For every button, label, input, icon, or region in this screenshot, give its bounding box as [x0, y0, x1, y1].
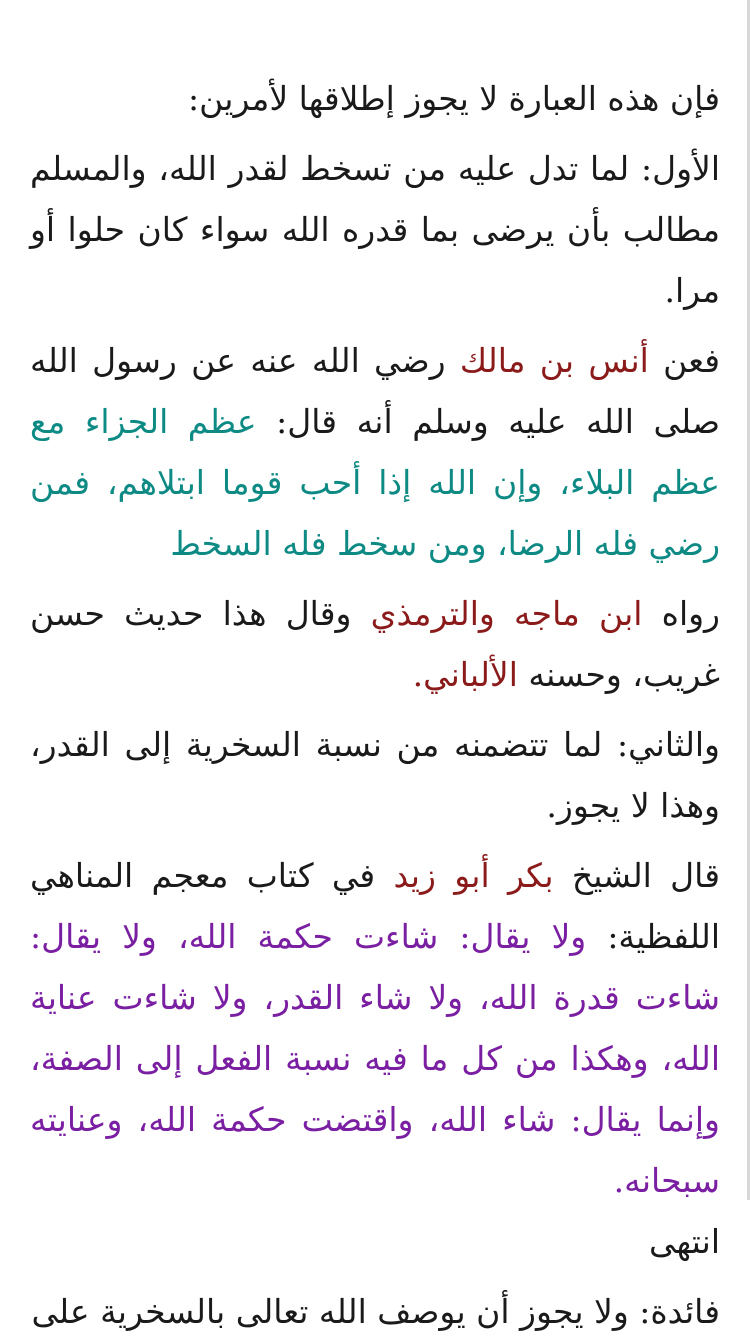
paragraph-intro	[30, 68, 720, 129]
quote-end: انتهى	[648, 1222, 720, 1261]
paragraph-first-reason	[30, 138, 720, 321]
paragraph-benefit	[30, 1281, 720, 1342]
quoted-scholar: بكر أبو زيد	[393, 856, 554, 895]
paragraph-hadith	[30, 330, 720, 574]
paragraph-source	[30, 583, 720, 705]
paragraph-scholar-quote	[30, 845, 720, 1272]
paragraph-second-reason	[30, 714, 720, 836]
narrator-name: أنس بن مالك	[459, 341, 649, 380]
first-reason-text: الأول: لما تدل عليه من تسخط لقدر الله، والمسلم مطالب بأن يرضى بما قدره الله سواء كان حلوا أو مرا.	[30, 149, 720, 310]
source-intro: رواه	[661, 594, 720, 633]
quote-intro: قال الشيخ	[571, 856, 720, 895]
hadith-text: عظم الجزاء مع عظم البلاء، وإن الله إذا أحب قوما ابتلاهم، فمن رضي فله الرضا، ومن سخط فله السخط	[30, 402, 720, 563]
quote-book: في كتاب معجم المناهي اللفظية:	[30, 856, 720, 956]
hadith-intro: فعن	[663, 341, 720, 380]
second-reason-text: والثاني: لما تتضمنه من نسبة السخرية إلى القدر، وهذا لا يجوز.	[30, 725, 720, 825]
hadith-attribution: رضي الله عنه عن رسول الله صلى الله عليه وسلم أنه قال:	[30, 341, 720, 441]
source-grading: وقال هذا حديث حسن غريب، وحسنه	[30, 594, 720, 694]
benefit-text: فائدة: ولا يجوز أن يوصف الله تعالى بالسخرية على	[31, 1292, 720, 1331]
intro-text: فإن هذه العبارة لا يجوز إطلاقها لأمرين:	[188, 79, 720, 118]
grading-scholar: الألباني.	[412, 655, 518, 694]
source-names: ابن ماجه والترمذي	[370, 594, 643, 633]
quote-text: ولا يقال: شاءت حكمة الله، ولا يقال: شاءت قدرة الله، ولا شاء القدر، ولا شاءت عناية الله، وهكذا من كل ما فيه نسبة الفعل إلى الصفة، وإنما يقال: شاء الله، واقتضت حكمة الله، وعنايته سبحانه.	[30, 917, 720, 1200]
